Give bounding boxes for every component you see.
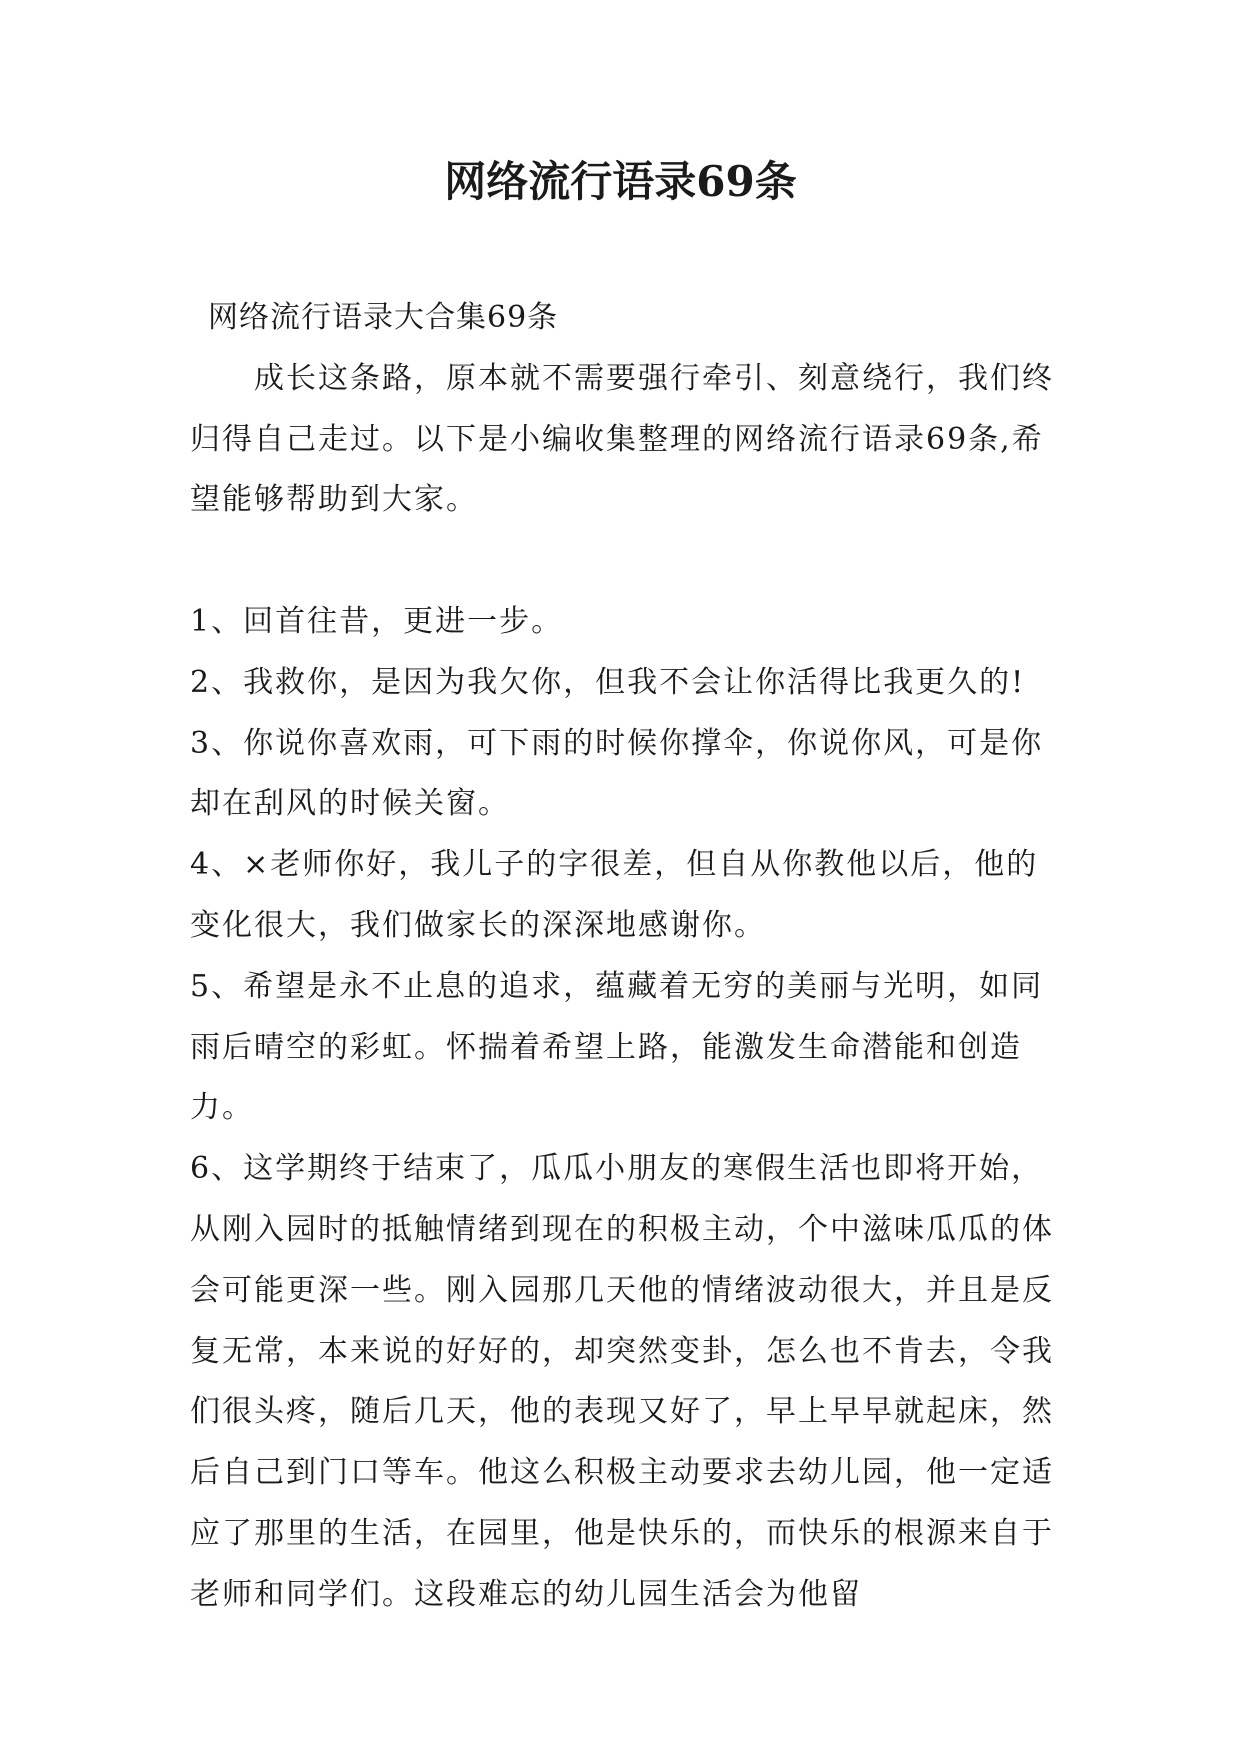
document-body bbox=[190, 288, 1070, 1626]
list-item: 2、我救你，是因为我欠你，但我不会让你活得比我更久的! bbox=[190, 664, 1026, 700]
list-item: 6、这学期终于结束了，瓜瓜小朋友的寒假生活也即将开始，从刚入园时的抵触情绪到现在的积极主动，个中滋味瓜瓜的体会可能更深一些。刚入园那几天他的情绪波动很大，并且是反复无常，本来说的好好的，却突然变卦，怎么也不肯去，令我们很头疼，随后几天，他的表现又好了，早上早早就起床，然后自己到门口等车。他这么积极主动要求去幼儿园，他一定适应了那里的生活，在园里，他是快乐的，而快乐的根源来自于老师和同学们。这段难忘的幼儿园生活会为他留 bbox=[190, 1151, 1054, 1612]
list-item: 5、希望是永不止息的追求，蕴藏着无穷的美丽与光明，如同雨后晴空的彩虹。怀揣着希望上路，能激发生命潜能和创造力。 bbox=[190, 968, 1044, 1126]
document-title: 网络流行语录69条 bbox=[444, 157, 797, 206]
list-item: 3、你说你喜欢雨，可下雨的时候你撑伞，你说你风，可是你却在刮风的时候关窗。 bbox=[190, 725, 1044, 822]
document-subtitle: 网络流行语录大合集69条 bbox=[208, 300, 559, 335]
list-item: 1、回首往昔，更进一步。 bbox=[190, 603, 564, 639]
intro-paragraph: 成长这条路，原本就不需要强行牵引、刻意绕行，我们终归得自己走过。以下是小编收集整理的网络流行语录69条,希望能够帮助到大家。 bbox=[190, 360, 1054, 518]
blank-line bbox=[190, 531, 1070, 592]
list-item: 4、×老师你好，我儿子的字很差，但自从你教他以后，他的变化很大，我们做家长的深深地感谢你。 bbox=[190, 847, 1039, 943]
